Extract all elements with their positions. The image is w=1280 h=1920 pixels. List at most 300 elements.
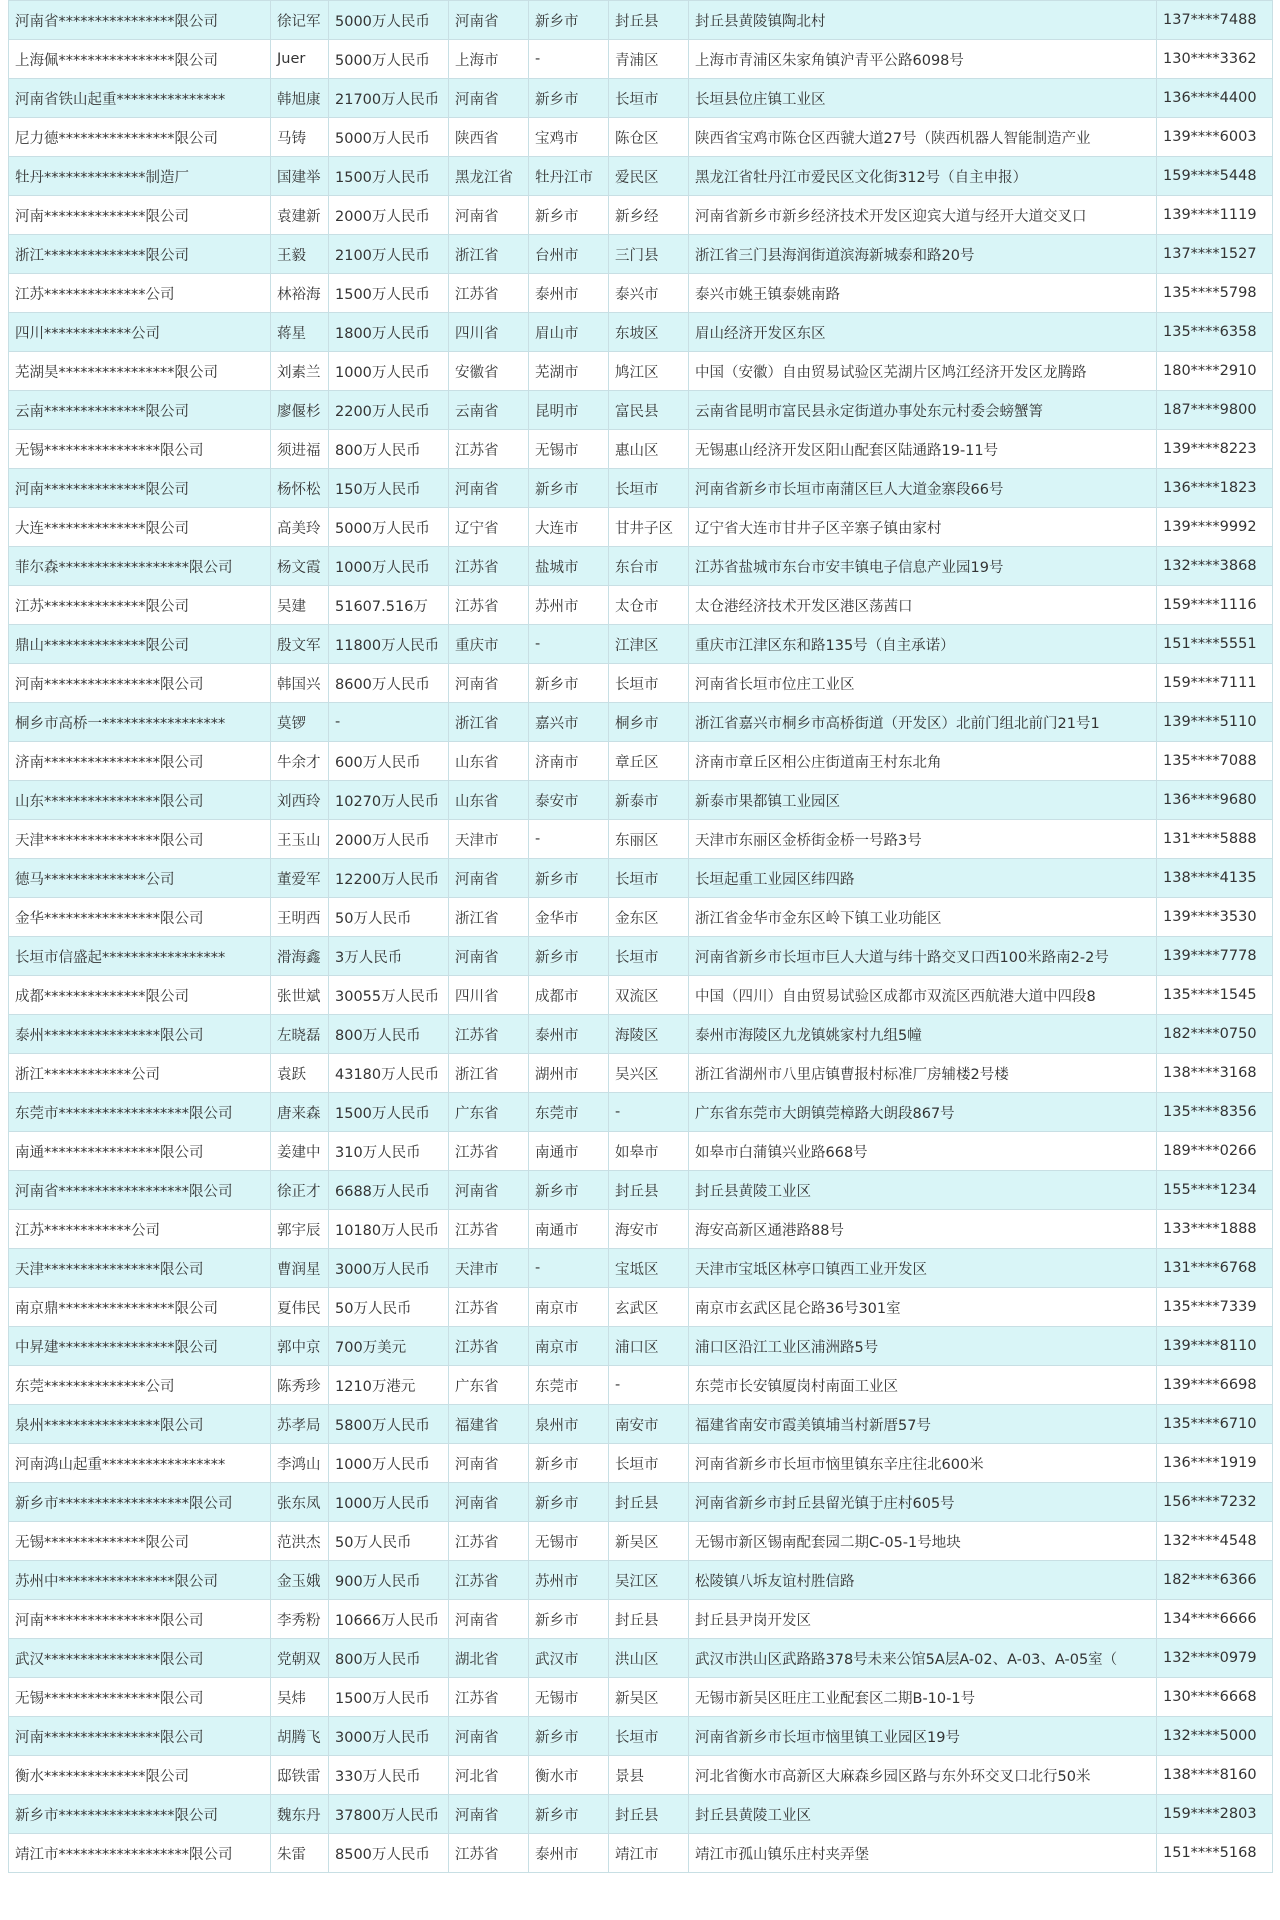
table-row [9, 1093, 1273, 1132]
district-cell: 陈仓区 [609, 118, 689, 157]
province-cell: 湖北省 [449, 1639, 529, 1678]
registered-capital-cell: 3000万人民币 [329, 1717, 449, 1756]
table-row [9, 391, 1273, 430]
address-cell: 泰州市海陵区九龙镇姚家村九组5幢 [689, 1015, 1157, 1054]
city-cell: 新乡市 [529, 1171, 609, 1210]
phone-cell: 135****6710 [1157, 1405, 1273, 1444]
registered-capital-cell: 2000万人民币 [329, 196, 449, 235]
table-row [9, 235, 1273, 274]
registered-capital-cell: 51607.516万 [329, 586, 449, 625]
legal-rep-cell: 须进福 [271, 430, 329, 469]
table-row [9, 547, 1273, 586]
phone-cell: 139****3530 [1157, 898, 1273, 937]
registered-capital-cell: 800万人民币 [329, 1015, 449, 1054]
table-row [9, 1015, 1273, 1054]
district-cell: 吴江区 [609, 1561, 689, 1600]
phone-cell: 132****3868 [1157, 547, 1273, 586]
address-cell: 武汉市洪山区武路路378号未来公馆5A层A-02、A-03、A-05室（ [689, 1639, 1157, 1678]
legal-rep-cell: 苏孝局 [271, 1405, 329, 1444]
company-name-cell: 江苏************公司 [9, 1210, 271, 1249]
address-cell: 河南省新乡市新乡经济技术开发区迎宾大道与经开大道交叉口 [689, 196, 1157, 235]
phone-cell: 151****5551 [1157, 625, 1273, 664]
phone-cell: 138****4135 [1157, 859, 1273, 898]
table-row [9, 313, 1273, 352]
district-cell: 江津区 [609, 625, 689, 664]
table-row [9, 859, 1273, 898]
company-name-cell: 天津****************限公司 [9, 820, 271, 859]
district-cell: 宝坻区 [609, 1249, 689, 1288]
address-cell: 长垣起重工业园区纬四路 [689, 859, 1157, 898]
company-name-cell: 四川************公司 [9, 313, 271, 352]
table-row [9, 1327, 1273, 1366]
registered-capital-cell: 1800万人民币 [329, 313, 449, 352]
legal-rep-cell: 左晓磊 [271, 1015, 329, 1054]
table-row [9, 1249, 1273, 1288]
registered-capital-cell: 1500万人民币 [329, 274, 449, 313]
province-cell: 江苏省 [449, 1132, 529, 1171]
table-row [9, 352, 1273, 391]
phone-cell: 133****1888 [1157, 1210, 1273, 1249]
phone-cell: 132****5000 [1157, 1717, 1273, 1756]
city-cell: 金华市 [529, 898, 609, 937]
province-cell: 浙江省 [449, 1054, 529, 1093]
province-cell: 山东省 [449, 781, 529, 820]
legal-rep-cell: 党朝双 [271, 1639, 329, 1678]
district-cell: 爱民区 [609, 157, 689, 196]
registered-capital-cell: 1000万人民币 [329, 547, 449, 586]
address-cell: 江苏省盐城市东台市安丰镇电子信息产业园19号 [689, 547, 1157, 586]
table-row [9, 976, 1273, 1015]
phone-cell: 135****1545 [1157, 976, 1273, 1015]
company-name-cell: 江苏**************公司 [9, 274, 271, 313]
legal-rep-cell: 高美玲 [271, 508, 329, 547]
city-cell: 新乡市 [529, 859, 609, 898]
phone-cell: 134****6666 [1157, 1600, 1273, 1639]
company-name-cell: 济南****************限公司 [9, 742, 271, 781]
district-cell: 洪山区 [609, 1639, 689, 1678]
legal-rep-cell: 王毅 [271, 235, 329, 274]
legal-rep-cell: 杨怀松 [271, 469, 329, 508]
registered-capital-cell: 1000万人民币 [329, 352, 449, 391]
city-cell: 湖州市 [529, 1054, 609, 1093]
legal-rep-cell: 张世斌 [271, 976, 329, 1015]
city-cell: 新乡市 [529, 1795, 609, 1834]
legal-rep-cell: Juer [271, 40, 329, 79]
district-cell: 泰兴市 [609, 274, 689, 313]
phone-cell: 135****5798 [1157, 274, 1273, 313]
phone-cell: 135****8356 [1157, 1093, 1273, 1132]
company-name-cell: 大连**************限公司 [9, 508, 271, 547]
address-cell: 辽宁省大连市甘井子区辛寨子镇由家村 [689, 508, 1157, 547]
table-row [9, 1444, 1273, 1483]
address-cell: 东莞市长安镇厦岗村南面工业区 [689, 1366, 1157, 1405]
legal-rep-cell: 邸铁雷 [271, 1756, 329, 1795]
city-cell: 新乡市 [529, 79, 609, 118]
table-row [9, 1717, 1273, 1756]
address-cell: 陕西省宝鸡市陈仓区西虢大道27号（陕西机器人智能制造产业 [689, 118, 1157, 157]
company-name-cell: 武汉****************限公司 [9, 1639, 271, 1678]
city-cell: 南京市 [529, 1288, 609, 1327]
province-cell: 陕西省 [449, 118, 529, 157]
city-cell: 苏州市 [529, 586, 609, 625]
address-cell: 福建省南安市霞美镇埔当村新厝57号 [689, 1405, 1157, 1444]
district-cell: 东坡区 [609, 313, 689, 352]
phone-cell: 151****5168 [1157, 1834, 1273, 1873]
company-name-cell: 中昇建****************限公司 [9, 1327, 271, 1366]
province-cell: 河南省 [449, 1444, 529, 1483]
table-row [9, 1834, 1273, 1873]
city-cell: 泰州市 [529, 1015, 609, 1054]
district-cell: 长垣市 [609, 79, 689, 118]
phone-cell: 159****5448 [1157, 157, 1273, 196]
address-cell: 济南市章丘区相公庄街道南王村东北角 [689, 742, 1157, 781]
company-name-cell: 江苏**************限公司 [9, 586, 271, 625]
company-name-cell: 河南**************限公司 [9, 469, 271, 508]
city-cell: 新乡市 [529, 664, 609, 703]
address-cell: 河北省衡水市高新区大麻森乡园区路与东外环交叉口北行50米 [689, 1756, 1157, 1795]
province-cell: 江苏省 [449, 1210, 529, 1249]
registered-capital-cell: 12200万人民币 [329, 859, 449, 898]
district-cell: 太仓市 [609, 586, 689, 625]
table-row [9, 1171, 1273, 1210]
address-cell: 中国（安徽）自由贸易试验区芜湖片区鸠江经济开发区龙腾路 [689, 352, 1157, 391]
company-name-cell: 河南省铁山起重*************** [9, 79, 271, 118]
city-cell: 衡水市 [529, 1756, 609, 1795]
legal-rep-cell: 廖偃杉 [271, 391, 329, 430]
province-cell: 江苏省 [449, 1015, 529, 1054]
province-cell: 河南省 [449, 1483, 529, 1522]
table-row [9, 937, 1273, 976]
phone-cell: 182****0750 [1157, 1015, 1273, 1054]
company-name-cell: 芜湖昊****************限公司 [9, 352, 271, 391]
address-cell: 河南省新乡市封丘县留光镇于庄村605号 [689, 1483, 1157, 1522]
city-cell: 南通市 [529, 1132, 609, 1171]
table-row [9, 1210, 1273, 1249]
address-cell: 无锡市新区锡南配套园二期C-05-1号地块 [689, 1522, 1157, 1561]
district-cell: 浦口区 [609, 1327, 689, 1366]
phone-cell: 136****1919 [1157, 1444, 1273, 1483]
province-cell: 安徽省 [449, 352, 529, 391]
city-cell: 新乡市 [529, 1, 609, 40]
legal-rep-cell: 马铸 [271, 118, 329, 157]
address-cell: 浙江省嘉兴市桐乡市高桥街道（开发区）北前门组北前门21号1 [689, 703, 1157, 742]
legal-rep-cell: 胡腾飞 [271, 1717, 329, 1756]
district-cell: 青浦区 [609, 40, 689, 79]
table-row [9, 742, 1273, 781]
city-cell: 东莞市 [529, 1093, 609, 1132]
legal-rep-cell: 陈秀珍 [271, 1366, 329, 1405]
district-cell: 封丘县 [609, 1483, 689, 1522]
city-cell: 南京市 [529, 1327, 609, 1366]
city-cell: - [529, 820, 609, 859]
registered-capital-cell: 43180万人民币 [329, 1054, 449, 1093]
province-cell: 江苏省 [449, 1678, 529, 1717]
table-row [9, 1795, 1273, 1834]
city-cell: 苏州市 [529, 1561, 609, 1600]
company-name-cell: 河南****************限公司 [9, 1717, 271, 1756]
address-cell: 无锡惠山经济开发区阳山配套区陆通路19-11号 [689, 430, 1157, 469]
address-cell: 广东省东莞市大朗镇莞樟路大朗段867号 [689, 1093, 1157, 1132]
registered-capital-cell: 1500万人民币 [329, 1678, 449, 1717]
province-cell: 江苏省 [449, 274, 529, 313]
city-cell: - [529, 40, 609, 79]
phone-cell: 182****6366 [1157, 1561, 1273, 1600]
phone-cell: 139****1119 [1157, 196, 1273, 235]
province-cell: 河南省 [449, 1600, 529, 1639]
legal-rep-cell: 牛余才 [271, 742, 329, 781]
legal-rep-cell: 吴建 [271, 586, 329, 625]
city-cell: 新乡市 [529, 1717, 609, 1756]
address-cell: 无锡市新吴区旺庄工业配套区二期B-10-1号 [689, 1678, 1157, 1717]
table-row [9, 625, 1273, 664]
company-name-cell: 浙江**************限公司 [9, 235, 271, 274]
address-cell: 河南省新乡市长垣市恼里镇东辛庄往北600米 [689, 1444, 1157, 1483]
province-cell: 上海市 [449, 40, 529, 79]
district-cell: 封丘县 [609, 1600, 689, 1639]
city-cell: 无锡市 [529, 1522, 609, 1561]
registered-capital-cell: 3万人民币 [329, 937, 449, 976]
phone-cell: 139****7778 [1157, 937, 1273, 976]
phone-cell: 159****2803 [1157, 1795, 1273, 1834]
district-cell: 封丘县 [609, 1, 689, 40]
legal-rep-cell: 莫锣 [271, 703, 329, 742]
address-cell: 重庆市江津区东和路135号（自主承诺） [689, 625, 1157, 664]
table-row [9, 781, 1273, 820]
district-cell: 桐乡市 [609, 703, 689, 742]
address-cell: 封丘县黄陵镇陶北村 [689, 1, 1157, 40]
phone-cell: 132****0979 [1157, 1639, 1273, 1678]
city-cell: 嘉兴市 [529, 703, 609, 742]
province-cell: 江苏省 [449, 1834, 529, 1873]
legal-rep-cell: 姜建中 [271, 1132, 329, 1171]
city-cell: 泰安市 [529, 781, 609, 820]
province-cell: 河南省 [449, 196, 529, 235]
registered-capital-cell: 2100万人民币 [329, 235, 449, 274]
phone-cell: 138****3168 [1157, 1054, 1273, 1093]
district-cell: 鸠江区 [609, 352, 689, 391]
address-cell: 河南省新乡市长垣市恼里镇工业园区19号 [689, 1717, 1157, 1756]
city-cell: 眉山市 [529, 313, 609, 352]
province-cell: 浙江省 [449, 703, 529, 742]
table-row [9, 274, 1273, 313]
legal-rep-cell: 殷文军 [271, 625, 329, 664]
city-cell: 新乡市 [529, 1444, 609, 1483]
province-cell: 重庆市 [449, 625, 529, 664]
city-cell: 武汉市 [529, 1639, 609, 1678]
address-cell: 新泰市果都镇工业园区 [689, 781, 1157, 820]
district-cell: 吴兴区 [609, 1054, 689, 1093]
legal-rep-cell: 韩国兴 [271, 664, 329, 703]
registered-capital-cell: 50万人民币 [329, 1522, 449, 1561]
table-row [9, 157, 1273, 196]
table-row [9, 40, 1273, 79]
table-row [9, 196, 1273, 235]
phone-cell: 139****5110 [1157, 703, 1273, 742]
company-name-cell: 河南省****************限公司 [9, 1, 271, 40]
company-name-cell: 靖江市******************限公司 [9, 1834, 271, 1873]
phone-cell: 156****7232 [1157, 1483, 1273, 1522]
address-cell: 浦口区沿江工业区浦洲路5号 [689, 1327, 1157, 1366]
province-cell: 黑龙江省 [449, 157, 529, 196]
registered-capital-cell: 8500万人民币 [329, 1834, 449, 1873]
table-row [9, 664, 1273, 703]
phone-cell: 136****9680 [1157, 781, 1273, 820]
district-cell: 封丘县 [609, 1795, 689, 1834]
province-cell: 河南省 [449, 937, 529, 976]
district-cell: 海安市 [609, 1210, 689, 1249]
phone-cell: 139****8110 [1157, 1327, 1273, 1366]
legal-rep-cell: 国建举 [271, 157, 329, 196]
city-cell: 泉州市 [529, 1405, 609, 1444]
registered-capital-cell: 50万人民币 [329, 898, 449, 937]
legal-rep-cell: 滑海鑫 [271, 937, 329, 976]
province-cell: 天津市 [449, 820, 529, 859]
company-name-cell: 东莞**************公司 [9, 1366, 271, 1405]
province-cell: 江苏省 [449, 586, 529, 625]
phone-cell: 135****7088 [1157, 742, 1273, 781]
province-cell: 江苏省 [449, 547, 529, 586]
city-cell: 昆明市 [529, 391, 609, 430]
registered-capital-cell: - [329, 703, 449, 742]
company-name-cell: 河南****************限公司 [9, 1600, 271, 1639]
registered-capital-cell: 2200万人民币 [329, 391, 449, 430]
city-cell: 无锡市 [529, 1678, 609, 1717]
address-cell: 靖江市孤山镇乐庄村夹弄堡 [689, 1834, 1157, 1873]
legal-rep-cell: 蒋星 [271, 313, 329, 352]
district-cell: 新泰市 [609, 781, 689, 820]
table-row [9, 1483, 1273, 1522]
province-cell: 河南省 [449, 1795, 529, 1834]
legal-rep-cell: 吴炜 [271, 1678, 329, 1717]
legal-rep-cell: 郭中京 [271, 1327, 329, 1366]
city-cell: - [529, 1249, 609, 1288]
province-cell: 河南省 [449, 859, 529, 898]
district-cell: 新乡经 [609, 196, 689, 235]
table-row [9, 118, 1273, 157]
company-name-cell: 河南**************限公司 [9, 196, 271, 235]
address-cell: 云南省昆明市富民县永定街道办事处东元村委会螃蟹箐 [689, 391, 1157, 430]
company-name-cell: 牡丹**************制造厂 [9, 157, 271, 196]
address-cell: 天津市东丽区金桥街金桥一号路3号 [689, 820, 1157, 859]
province-cell: 河南省 [449, 79, 529, 118]
legal-rep-cell: 韩旭康 [271, 79, 329, 118]
address-cell: 浙江省湖州市八里店镇曹报村标准厂房辅楼2号楼 [689, 1054, 1157, 1093]
address-cell: 天津市宝坻区林亭口镇西工业开发区 [689, 1249, 1157, 1288]
registered-capital-cell: 1500万人民币 [329, 1093, 449, 1132]
company-name-cell: 鼎山**************限公司 [9, 625, 271, 664]
city-cell: 台州市 [529, 235, 609, 274]
city-cell: 牡丹江市 [529, 157, 609, 196]
district-cell: 长垣市 [609, 1444, 689, 1483]
table-row [9, 1639, 1273, 1678]
registered-capital-cell: 5000万人民币 [329, 1, 449, 40]
phone-cell: 139****6003 [1157, 118, 1273, 157]
province-cell: 福建省 [449, 1405, 529, 1444]
registered-capital-cell: 800万人民币 [329, 430, 449, 469]
registered-capital-cell: 5000万人民币 [329, 118, 449, 157]
company-name-cell: 金华****************限公司 [9, 898, 271, 937]
legal-rep-cell: 李秀粉 [271, 1600, 329, 1639]
legal-rep-cell: 徐记军 [271, 1, 329, 40]
district-cell: 长垣市 [609, 859, 689, 898]
legal-rep-cell: 夏伟民 [271, 1288, 329, 1327]
table-row [9, 1600, 1273, 1639]
registered-capital-cell: 3000万人民币 [329, 1249, 449, 1288]
province-cell: 广东省 [449, 1366, 529, 1405]
phone-cell: 135****7339 [1157, 1288, 1273, 1327]
city-cell: 新乡市 [529, 469, 609, 508]
table-row [9, 469, 1273, 508]
legal-rep-cell: 刘素兰 [271, 352, 329, 391]
registered-capital-cell: 800万人民币 [329, 1639, 449, 1678]
district-cell: 靖江市 [609, 1834, 689, 1873]
legal-rep-cell: 唐来森 [271, 1093, 329, 1132]
address-cell: 太仓港经济技术开发区港区荡茜口 [689, 586, 1157, 625]
phone-cell: 159****1116 [1157, 586, 1273, 625]
table-row [9, 703, 1273, 742]
company-name-cell: 泰州****************限公司 [9, 1015, 271, 1054]
address-cell: 如皋市白蒲镇兴业路668号 [689, 1132, 1157, 1171]
company-name-cell: 苏州中****************限公司 [9, 1561, 271, 1600]
registered-capital-cell: 10270万人民币 [329, 781, 449, 820]
phone-cell: 130****3362 [1157, 40, 1273, 79]
registered-capital-cell: 310万人民币 [329, 1132, 449, 1171]
district-cell: 金东区 [609, 898, 689, 937]
phone-cell: 139****6698 [1157, 1366, 1273, 1405]
company-name-cell: 衡水**************限公司 [9, 1756, 271, 1795]
phone-cell: 137****7488 [1157, 1, 1273, 40]
city-cell: 芜湖市 [529, 352, 609, 391]
registered-capital-cell: 1000万人民币 [329, 1444, 449, 1483]
legal-rep-cell: 曹润星 [271, 1249, 329, 1288]
province-cell: 河北省 [449, 1756, 529, 1795]
district-cell: 景县 [609, 1756, 689, 1795]
district-cell: 长垣市 [609, 664, 689, 703]
registered-capital-cell: 330万人民币 [329, 1756, 449, 1795]
legal-rep-cell: 徐正才 [271, 1171, 329, 1210]
company-name-cell: 东莞市******************限公司 [9, 1093, 271, 1132]
table-row [9, 508, 1273, 547]
registered-capital-cell: 11800万人民币 [329, 625, 449, 664]
registered-capital-cell: 2000万人民币 [329, 820, 449, 859]
registered-capital-cell: 900万人民币 [329, 1561, 449, 1600]
legal-rep-cell: 刘西玲 [271, 781, 329, 820]
registered-capital-cell: 8600万人民币 [329, 664, 449, 703]
district-cell: 长垣市 [609, 937, 689, 976]
table-row [9, 1, 1273, 40]
district-cell: 东丽区 [609, 820, 689, 859]
province-cell: 云南省 [449, 391, 529, 430]
company-name-cell: 长垣市信盛起***************** [9, 937, 271, 976]
phone-cell: 131****5888 [1157, 820, 1273, 859]
company-name-cell: 河南省******************限公司 [9, 1171, 271, 1210]
registered-capital-cell: 10666万人民币 [329, 1600, 449, 1639]
province-cell: 山东省 [449, 742, 529, 781]
table-row [9, 586, 1273, 625]
phone-cell: 137****1527 [1157, 235, 1273, 274]
company-name-cell: 新乡市****************限公司 [9, 1795, 271, 1834]
province-cell: 辽宁省 [449, 508, 529, 547]
province-cell: 天津市 [449, 1249, 529, 1288]
company-name-cell: 无锡****************限公司 [9, 430, 271, 469]
registered-capital-cell: 600万人民币 [329, 742, 449, 781]
province-cell: 浙江省 [449, 235, 529, 274]
address-cell: 黑龙江省牡丹江市爱民区文化街312号（自主申报） [689, 157, 1157, 196]
phone-cell: 159****7111 [1157, 664, 1273, 703]
address-cell: 上海市青浦区朱家角镇沪青平公路6098号 [689, 40, 1157, 79]
company-name-cell: 浙江************公司 [9, 1054, 271, 1093]
district-cell: 甘井子区 [609, 508, 689, 547]
